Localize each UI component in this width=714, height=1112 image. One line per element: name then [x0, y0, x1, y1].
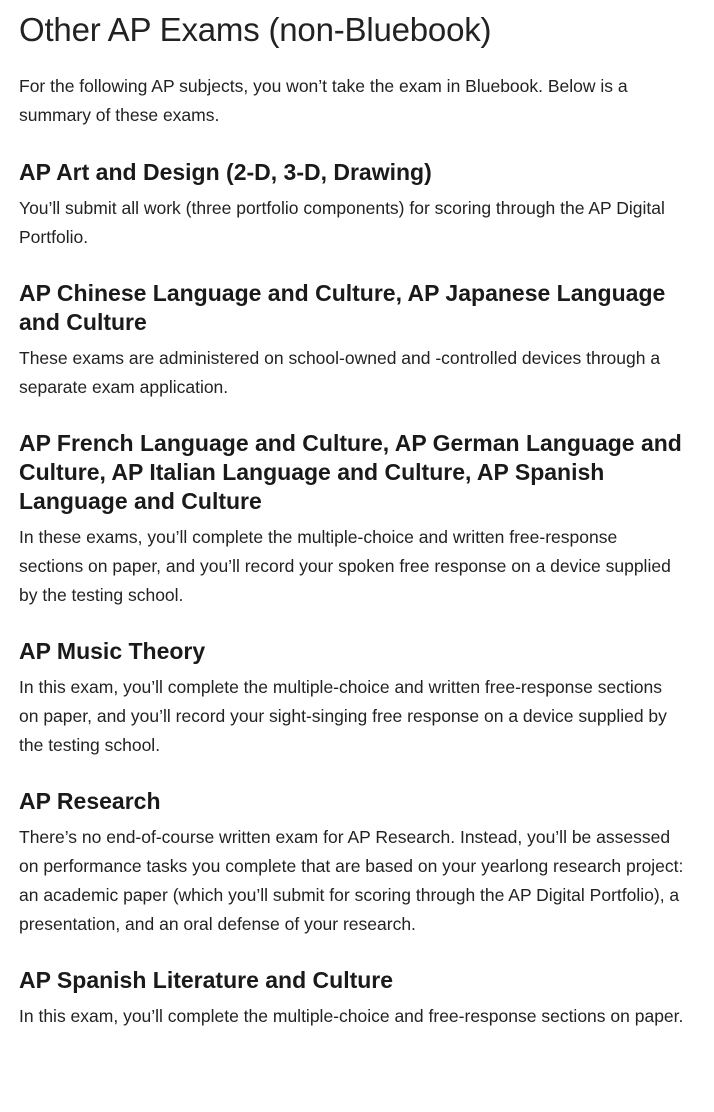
section-body: There’s no end-of-course written exam for AP Research. Instead, you’ll be assessed on performance tasks you complete that are based on your yearlong research project: an academic paper (which you’ll submit for scoring through the AP Digital Portfolio), a presentation, and an oral defense of your research. [19, 827, 684, 934]
section-body: In this exam, you’ll complete the multiple-choice and written free-response sections on paper, and you’ll record your sight-singing free response on a device supplied by the testing school. [19, 677, 667, 755]
page-title: Other AP Exams (non-Bluebook) [19, 11, 492, 48]
section-body: In these exams, you’ll complete the multiple-choice and written free-response sections on paper, and you’ll record your spoken free response on a device supplied by the testing school. [19, 527, 671, 605]
section-music-theory [19, 637, 684, 760]
section-heading: AP French Language and Culture, AP German Language and Culture, AP Italian Language and Culture, AP Spanish Language and Culture [19, 430, 682, 514]
section-heading: AP Music Theory [19, 638, 206, 664]
intro-paragraph: For the following AP subjects, you won’t take the exam in Bluebook. Below is a summary of these exams. [19, 76, 628, 125]
section-body: In this exam, you’ll complete the multiple-choice and free-response sections on paper. [19, 1006, 684, 1026]
section-heading: AP Research [19, 788, 161, 814]
section-chinese-japanese [19, 279, 684, 402]
section-heading: AP Art and Design (2-D, 3-D, Drawing) [19, 159, 432, 185]
section-heading: AP Spanish Literature and Culture [19, 967, 394, 993]
section-spanish-literature [19, 966, 684, 1031]
section-heading: AP Chinese Language and Culture, AP Japanese Language and Culture [19, 280, 666, 335]
section-body: These exams are administered on school-owned and -controlled devices through a separate exam application. [19, 348, 661, 397]
section-body: You’ll submit all work (three portfolio components) for scoring through the AP Digital Portfolio. [19, 198, 665, 247]
section-art-and-design [19, 158, 684, 252]
section-world-languages [19, 429, 684, 610]
section-research [19, 787, 684, 939]
